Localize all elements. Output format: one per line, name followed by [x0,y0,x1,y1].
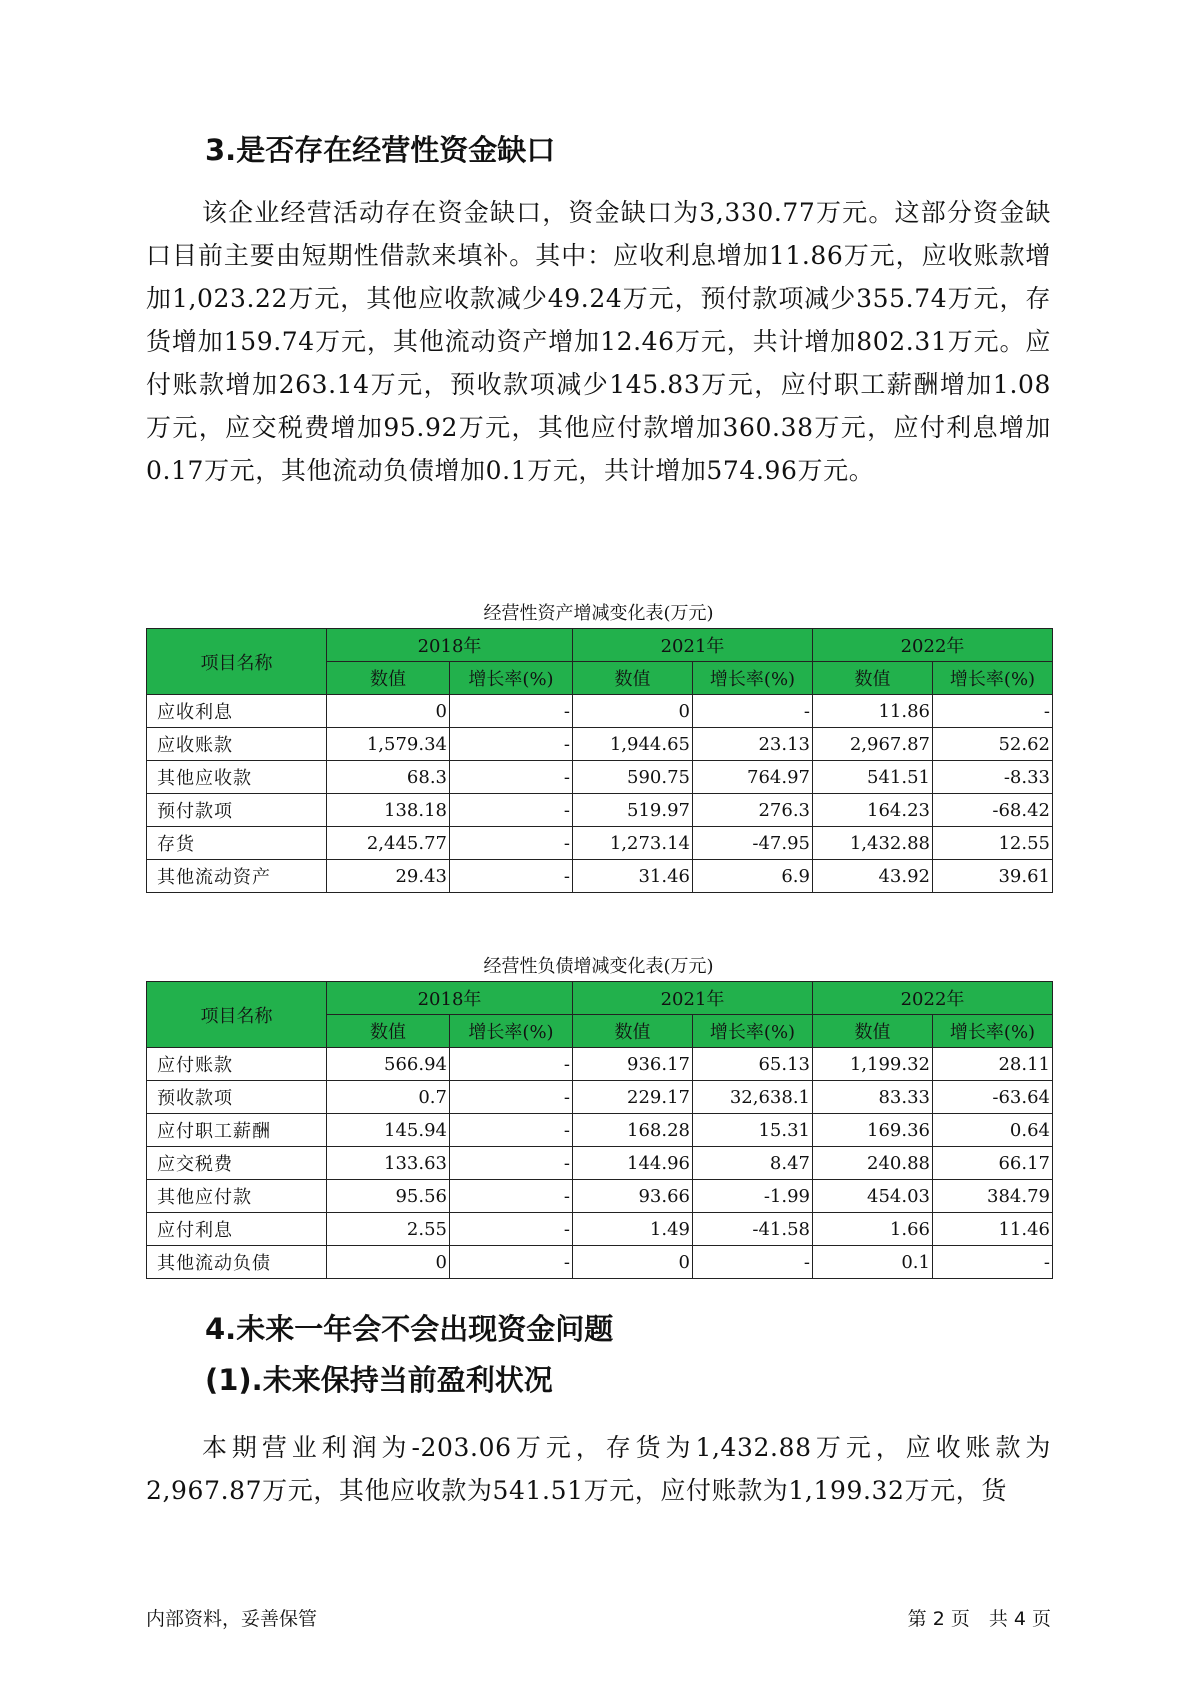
value-cell: 144.96 [573,1147,693,1180]
value-cell: 2.55 [327,1213,450,1246]
table-row [147,761,1053,794]
growth-cell: - [693,695,813,728]
growth-cell: - [450,761,573,794]
header-item-name: 项目名称 [147,629,327,695]
row-label: 应交税费 [147,1147,327,1180]
value-cell: 0 [327,695,450,728]
value-cell: 1,273.14 [573,827,693,860]
table-row [147,695,1053,728]
value-cell: 2,967.87 [813,728,933,761]
growth-cell: 384.79 [933,1180,1053,1213]
value-cell: 169.36 [813,1114,933,1147]
growth-cell: - [450,827,573,860]
value-cell: 11.86 [813,695,933,728]
footer-confidential-note: 内部资料，妥善保管 [146,1608,318,1630]
growth-cell: -1.99 [693,1180,813,1213]
growth-cell: 276.3 [693,794,813,827]
growth-cell: - [450,1246,573,1279]
growth-cell: - [450,860,573,893]
growth-cell: 23.13 [693,728,813,761]
header-value: 数值 [573,662,693,695]
value-cell: 1,944.65 [573,728,693,761]
header-growth: 增长率(%) [450,1015,573,1048]
footer-page-number: 第 2 页 共 4 页 [907,1608,1051,1630]
value-cell: 43.92 [813,860,933,893]
growth-cell: 764.97 [693,761,813,794]
section-4-subheading: (1).未来保持当前盈利状况 [205,1363,553,1397]
value-cell: 29.43 [327,860,450,893]
table-row [147,1180,1053,1213]
value-cell: 519.97 [573,794,693,827]
header-growth: 增长率(%) [933,1015,1053,1048]
growth-cell: 8.47 [693,1147,813,1180]
liabilities-table-caption: 经营性负债增减变化表(万元) [483,956,714,977]
growth-cell: 0.64 [933,1114,1053,1147]
growth-cell: - [450,1081,573,1114]
section-3-heading: 3.是否存在经营性资金缺口 [205,133,556,167]
value-cell: 138.18 [327,794,450,827]
value-cell: 83.33 [813,1081,933,1114]
value-cell: 68.3 [327,761,450,794]
growth-cell: -63.64 [933,1081,1053,1114]
assets-table [146,628,1053,893]
value-cell: 0 [573,695,693,728]
growth-cell: -68.42 [933,794,1053,827]
header-year: 2022年 [813,982,1053,1015]
growth-cell: 12.55 [933,827,1053,860]
growth-cell: 66.17 [933,1147,1053,1180]
value-cell: 145.94 [327,1114,450,1147]
header-growth: 增长率(%) [933,662,1053,695]
header-value: 数值 [573,1015,693,1048]
value-cell: 0.7 [327,1081,450,1114]
growth-cell: 65.13 [693,1048,813,1081]
value-cell: 1.66 [813,1213,933,1246]
section-3-paragraph: 该企业经营活动存在资金缺口，资金缺口为3,330.77万元。这部分资金缺口目前主要由短期性借款来填补。其中：应收利息增加11.86万元，应收账款增加1,023.22万元，其他应收款减少49.24万元，预付款项减少355.74万元，存货增加159.74万元，其他流动资产增加12.46万元，共计增加802.31万元。应付账款增加263.14万元，预收款项减少145.83万元，应付职工薪酬增加1.08万元，应交税费增加95.92万元，其他应付款增加360.38万元，应付利息增加0.17万元，其他流动负债增加0.1万元，共计增加574.96万元。 [146,198,1051,485]
growth-cell: - [450,1213,573,1246]
growth-cell: -41.58 [693,1213,813,1246]
growth-cell: 15.31 [693,1114,813,1147]
table-row [147,827,1053,860]
liabilities-table-body [147,1048,1053,1279]
table-row [147,1246,1053,1279]
header-year: 2018年 [327,629,573,662]
value-cell: 0 [573,1246,693,1279]
assets-table-body [147,695,1053,893]
row-label: 其他应收款 [147,761,327,794]
value-cell: 936.17 [573,1048,693,1081]
table-row [147,1213,1053,1246]
growth-cell: 39.61 [933,860,1053,893]
row-label: 预收款项 [147,1081,327,1114]
growth-cell: 52.62 [933,728,1053,761]
section-4-heading: 4.未来一年会不会出现资金问题 [205,1312,614,1346]
table-row [147,728,1053,761]
value-cell: 164.23 [813,794,933,827]
value-cell: 0.1 [813,1246,933,1279]
header-year: 2022年 [813,629,1053,662]
value-cell: 240.88 [813,1147,933,1180]
row-label: 其他应付款 [147,1180,327,1213]
value-cell: 1,432.88 [813,827,933,860]
header-item-name: 项目名称 [147,982,327,1048]
header-growth: 增长率(%) [693,1015,813,1048]
table-row [147,1147,1053,1180]
growth-cell: -8.33 [933,761,1053,794]
growth-cell: - [450,1048,573,1081]
row-label: 应付职工薪酬 [147,1114,327,1147]
growth-cell: 6.9 [693,860,813,893]
header-value: 数值 [813,662,933,695]
growth-cell: - [450,794,573,827]
growth-cell: - [933,1246,1053,1279]
table-row [147,1081,1053,1114]
section-4-paragraph: 本期营业利润为-203.06万元，存货为1,432.88万元，应收账款为2,967.87万元，其他应收款为541.51万元，应付账款为1,199.32万元，货 [146,1433,1051,1505]
header-year: 2021年 [573,982,813,1015]
value-cell: 168.28 [573,1114,693,1147]
growth-cell: - [450,728,573,761]
growth-cell: 28.11 [933,1048,1053,1081]
table-row [147,860,1053,893]
row-label: 其他流动负债 [147,1246,327,1279]
table-row [147,1048,1053,1081]
growth-cell: -47.95 [693,827,813,860]
value-cell: 590.75 [573,761,693,794]
header-year: 2021年 [573,629,813,662]
growth-cell: - [450,1180,573,1213]
value-cell: 133.63 [327,1147,450,1180]
row-label: 应付账款 [147,1048,327,1081]
growth-cell: - [450,695,573,728]
table-row [147,794,1053,827]
row-label: 其他流动资产 [147,860,327,893]
value-cell: 31.46 [573,860,693,893]
assets-table-caption: 经营性资产增减变化表(万元) [483,603,714,624]
row-label: 存货 [147,827,327,860]
header-value: 数值 [327,1015,450,1048]
value-cell: 541.51 [813,761,933,794]
value-cell: 95.56 [327,1180,450,1213]
row-label: 应收利息 [147,695,327,728]
value-cell: 2,445.77 [327,827,450,860]
header-year: 2018年 [327,982,573,1015]
value-cell: 1,199.32 [813,1048,933,1081]
value-cell: 566.94 [327,1048,450,1081]
value-cell: 1.49 [573,1213,693,1246]
value-cell: 0 [327,1246,450,1279]
header-growth: 增长率(%) [450,662,573,695]
growth-cell: - [693,1246,813,1279]
row-label: 预付款项 [147,794,327,827]
growth-cell: - [933,695,1053,728]
value-cell: 93.66 [573,1180,693,1213]
growth-cell: 11.46 [933,1213,1053,1246]
growth-cell: 32,638.1 [693,1081,813,1114]
table-row [147,1114,1053,1147]
header-growth: 增长率(%) [693,662,813,695]
header-value: 数值 [327,662,450,695]
growth-cell: - [450,1147,573,1180]
growth-cell: - [450,1114,573,1147]
row-label: 应付利息 [147,1213,327,1246]
liabilities-table [146,981,1053,1279]
value-cell: 1,579.34 [327,728,450,761]
row-label: 应收账款 [147,728,327,761]
value-cell: 454.03 [813,1180,933,1213]
value-cell: 229.17 [573,1081,693,1114]
header-value: 数值 [813,1015,933,1048]
